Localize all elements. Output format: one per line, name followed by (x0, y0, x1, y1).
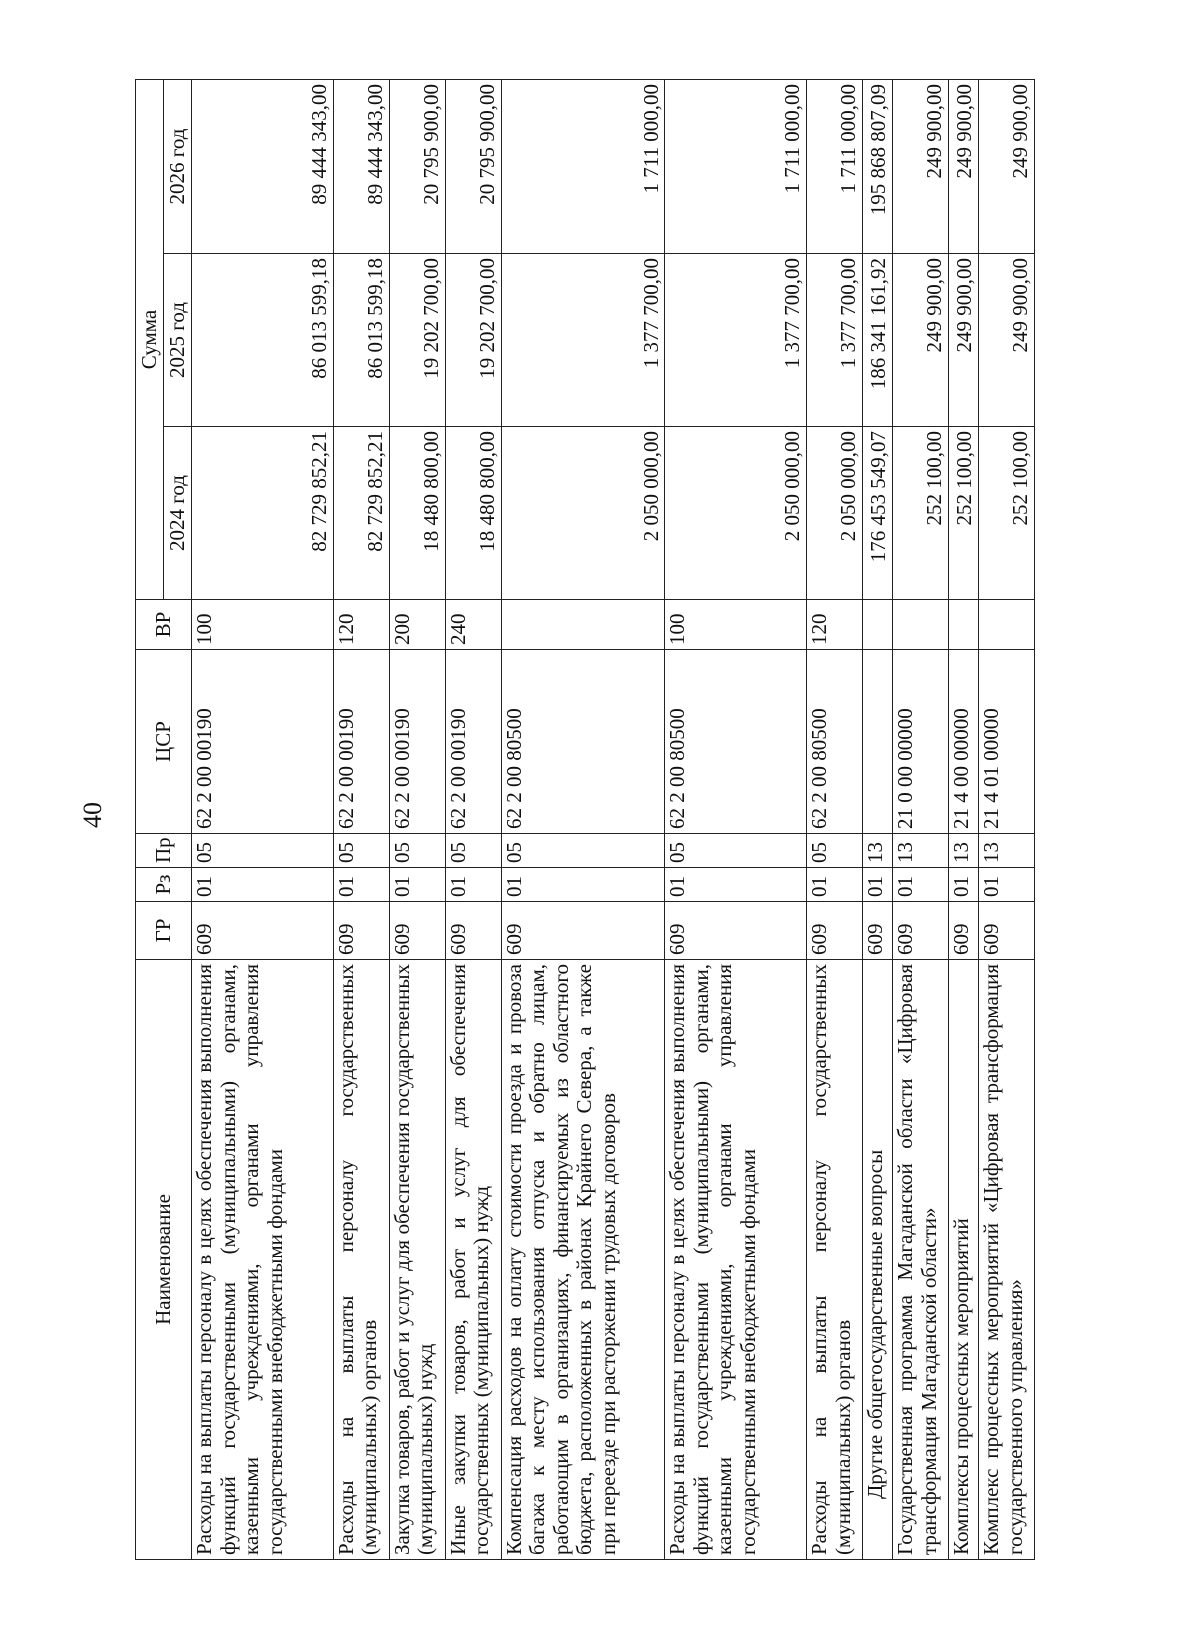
row-amount-2024: 2 050 000,00 (501, 427, 664, 600)
row-gr: 609 (192, 902, 334, 960)
row-amount-2024: 252 100,00 (979, 427, 1035, 600)
row-csr: 62 2 00 00190 (333, 650, 389, 834)
row-csr (862, 650, 892, 834)
row-amount-2025: 1 377 700,00 (665, 254, 807, 427)
row-name: Компенсация расходов на оплату стоимости проезда и провоза багажа к месту использования отпуска и обратно лицам, работающим в организациях, финансируемых из областного бюджета, расположенных в районах Крайнего Севера, а также при переезде при расторжении трудовых договоров (501, 960, 664, 1560)
row-csr: 62 2 00 80500 (807, 650, 863, 834)
row-gr: 609 (893, 902, 949, 960)
row-rz: 01 (979, 868, 1035, 902)
row-gr: 609 (333, 902, 389, 960)
row-vr (979, 600, 1035, 650)
row-csr: 62 2 00 00190 (389, 650, 445, 834)
row-amount-2024: 18 480 800,00 (389, 427, 445, 600)
header-csr: ЦСР (136, 650, 192, 834)
row-gr: 609 (389, 902, 445, 960)
row-vr (948, 600, 978, 650)
row-vr: 100 (192, 600, 334, 650)
row-vr: 240 (445, 600, 501, 650)
row-gr: 609 (948, 902, 978, 960)
budget-table-frame (135, 80, 1035, 1560)
row-rz: 01 (807, 868, 863, 902)
row-pr: 05 (192, 834, 334, 868)
row-amount-2025: 19 202 700,00 (389, 254, 445, 427)
row-gr: 609 (862, 902, 892, 960)
row-amount-2025: 249 900,00 (979, 254, 1035, 427)
row-amount-2024: 252 100,00 (948, 427, 978, 600)
table-row (862, 79, 892, 1559)
header-2024: 2024 год (164, 427, 192, 600)
row-amount-2026: 20 795 900,00 (445, 79, 501, 253)
row-gr: 609 (665, 902, 807, 960)
table-row (445, 79, 501, 1559)
row-pr: 13 (862, 834, 892, 868)
row-rz: 01 (333, 868, 389, 902)
row-name: Другие общегосударственные вопросы (862, 960, 892, 1560)
row-name: Государственная программа Магаданской области «Цифровая трансформация Магаданской области» (893, 960, 949, 1560)
header-2026: 2026 год (164, 79, 192, 253)
row-pr: 13 (893, 834, 949, 868)
row-amount-2026: 1 711 000,00 (501, 79, 664, 253)
row-pr: 05 (501, 834, 664, 868)
row-name: Расходы на выплаты персоналу государственных (муниципальных) органов (807, 960, 863, 1560)
header-sum: Сумма (136, 79, 164, 599)
budget-table (135, 79, 1035, 1560)
header-2025: 2025 год (164, 254, 192, 427)
row-pr: 13 (948, 834, 978, 868)
row-vr: 200 (389, 600, 445, 650)
row-amount-2026: 195 868 807,09 (862, 79, 892, 253)
row-csr: 62 2 00 80500 (665, 650, 807, 834)
row-name: Комплекс процессных мероприятий «Цифровая трансформация государственного управления» (979, 960, 1035, 1560)
row-rz: 01 (389, 868, 445, 902)
row-vr (893, 600, 949, 650)
row-name: Иные закупки товаров, работ и услуг для обеспечения государственных (муниципальных) нужд (445, 960, 501, 1560)
row-gr: 609 (501, 902, 664, 960)
row-vr (862, 600, 892, 650)
row-amount-2026: 249 900,00 (948, 79, 978, 253)
row-pr: 05 (389, 834, 445, 868)
row-amount-2024: 2 050 000,00 (665, 427, 807, 600)
table-row (948, 79, 978, 1559)
row-amount-2025: 249 900,00 (893, 254, 949, 427)
row-rz: 01 (862, 868, 892, 902)
header-gr: ГР (136, 902, 192, 960)
row-rz: 01 (445, 868, 501, 902)
row-amount-2025: 86 013 599,18 (333, 254, 389, 427)
row-rz: 01 (501, 868, 664, 902)
row-amount-2025: 186 341 161,92 (862, 254, 892, 427)
row-amount-2025: 249 900,00 (948, 254, 978, 427)
row-amount-2025: 86 013 599,18 (192, 254, 334, 427)
row-vr (501, 600, 664, 650)
row-amount-2026: 249 900,00 (893, 79, 949, 253)
row-vr: 120 (333, 600, 389, 650)
row-amount-2024: 176 453 549,07 (862, 427, 892, 600)
table-row (665, 79, 807, 1559)
row-amount-2025: 19 202 700,00 (445, 254, 501, 427)
row-vr: 120 (807, 600, 863, 650)
row-amount-2024: 82 729 852,21 (192, 427, 334, 600)
row-csr: 62 2 00 00190 (445, 650, 501, 834)
row-amount-2026: 1 711 000,00 (665, 79, 807, 253)
row-csr: 62 2 00 80500 (501, 650, 664, 834)
header-row-1 (136, 79, 164, 1559)
row-name: Комплексы процессных мероприятий (948, 960, 978, 1560)
row-amount-2024: 2 050 000,00 (807, 427, 863, 600)
row-amount-2024: 18 480 800,00 (445, 427, 501, 600)
row-rz: 01 (192, 868, 334, 902)
row-amount-2026: 20 795 900,00 (389, 79, 445, 253)
row-csr: 21 4 00 00000 (948, 650, 978, 834)
row-amount-2025: 1 377 700,00 (807, 254, 863, 427)
row-csr: 62 2 00 00190 (192, 650, 334, 834)
row-pr: 05 (445, 834, 501, 868)
header-name: Наименование (136, 960, 192, 1560)
row-gr: 609 (807, 902, 863, 960)
row-amount-2026: 1 711 000,00 (807, 79, 863, 253)
table-row (893, 79, 949, 1559)
row-name: Расходы на выплаты персоналу в целях обеспечения выполнения функций государственными (муниципальными) органами, казенными учреждениями, органами управления государственными внебюджетными фондами (192, 960, 334, 1560)
table-row (501, 79, 664, 1559)
table-row (389, 79, 445, 1559)
row-amount-2026: 249 900,00 (979, 79, 1035, 253)
row-rz: 01 (665, 868, 807, 902)
row-amount-2026: 89 444 343,00 (333, 79, 389, 253)
header-vr: ВР (136, 600, 192, 650)
row-pr: 05 (333, 834, 389, 868)
page-number: 40 (78, 802, 107, 828)
row-name: Закупка товаров, работ и услуг для обеспечения государственных (муниципальных) нужд (389, 960, 445, 1560)
row-amount-2026: 89 444 343,00 (192, 79, 334, 253)
row-name: Расходы на выплаты персоналу в целях обеспечения выполнения функций государственными (муниципальными) органами, казенными учреждениями, органами управления государственными внебюджетными фондами (665, 960, 807, 1560)
row-gr: 609 (979, 902, 1035, 960)
row-amount-2024: 82 729 852,21 (333, 427, 389, 600)
table-row (979, 79, 1035, 1559)
row-name: Расходы на выплаты персоналу государственных (муниципальных) органов (333, 960, 389, 1560)
row-gr: 609 (445, 902, 501, 960)
row-rz: 01 (948, 868, 978, 902)
table-row (333, 79, 389, 1559)
row-csr: 21 4 01 00000 (979, 650, 1035, 834)
row-amount-2025: 1 377 700,00 (501, 254, 664, 427)
header-rz: Рз (136, 868, 192, 902)
table-row (192, 79, 334, 1559)
header-pr: Пр (136, 834, 192, 868)
row-pr: 05 (665, 834, 807, 868)
row-pr: 05 (807, 834, 863, 868)
row-pr: 13 (979, 834, 1035, 868)
row-vr: 100 (665, 600, 807, 650)
row-rz: 01 (893, 868, 949, 902)
row-csr: 21 0 00 00000 (893, 650, 949, 834)
row-amount-2024: 252 100,00 (893, 427, 949, 600)
table-row (807, 79, 863, 1559)
